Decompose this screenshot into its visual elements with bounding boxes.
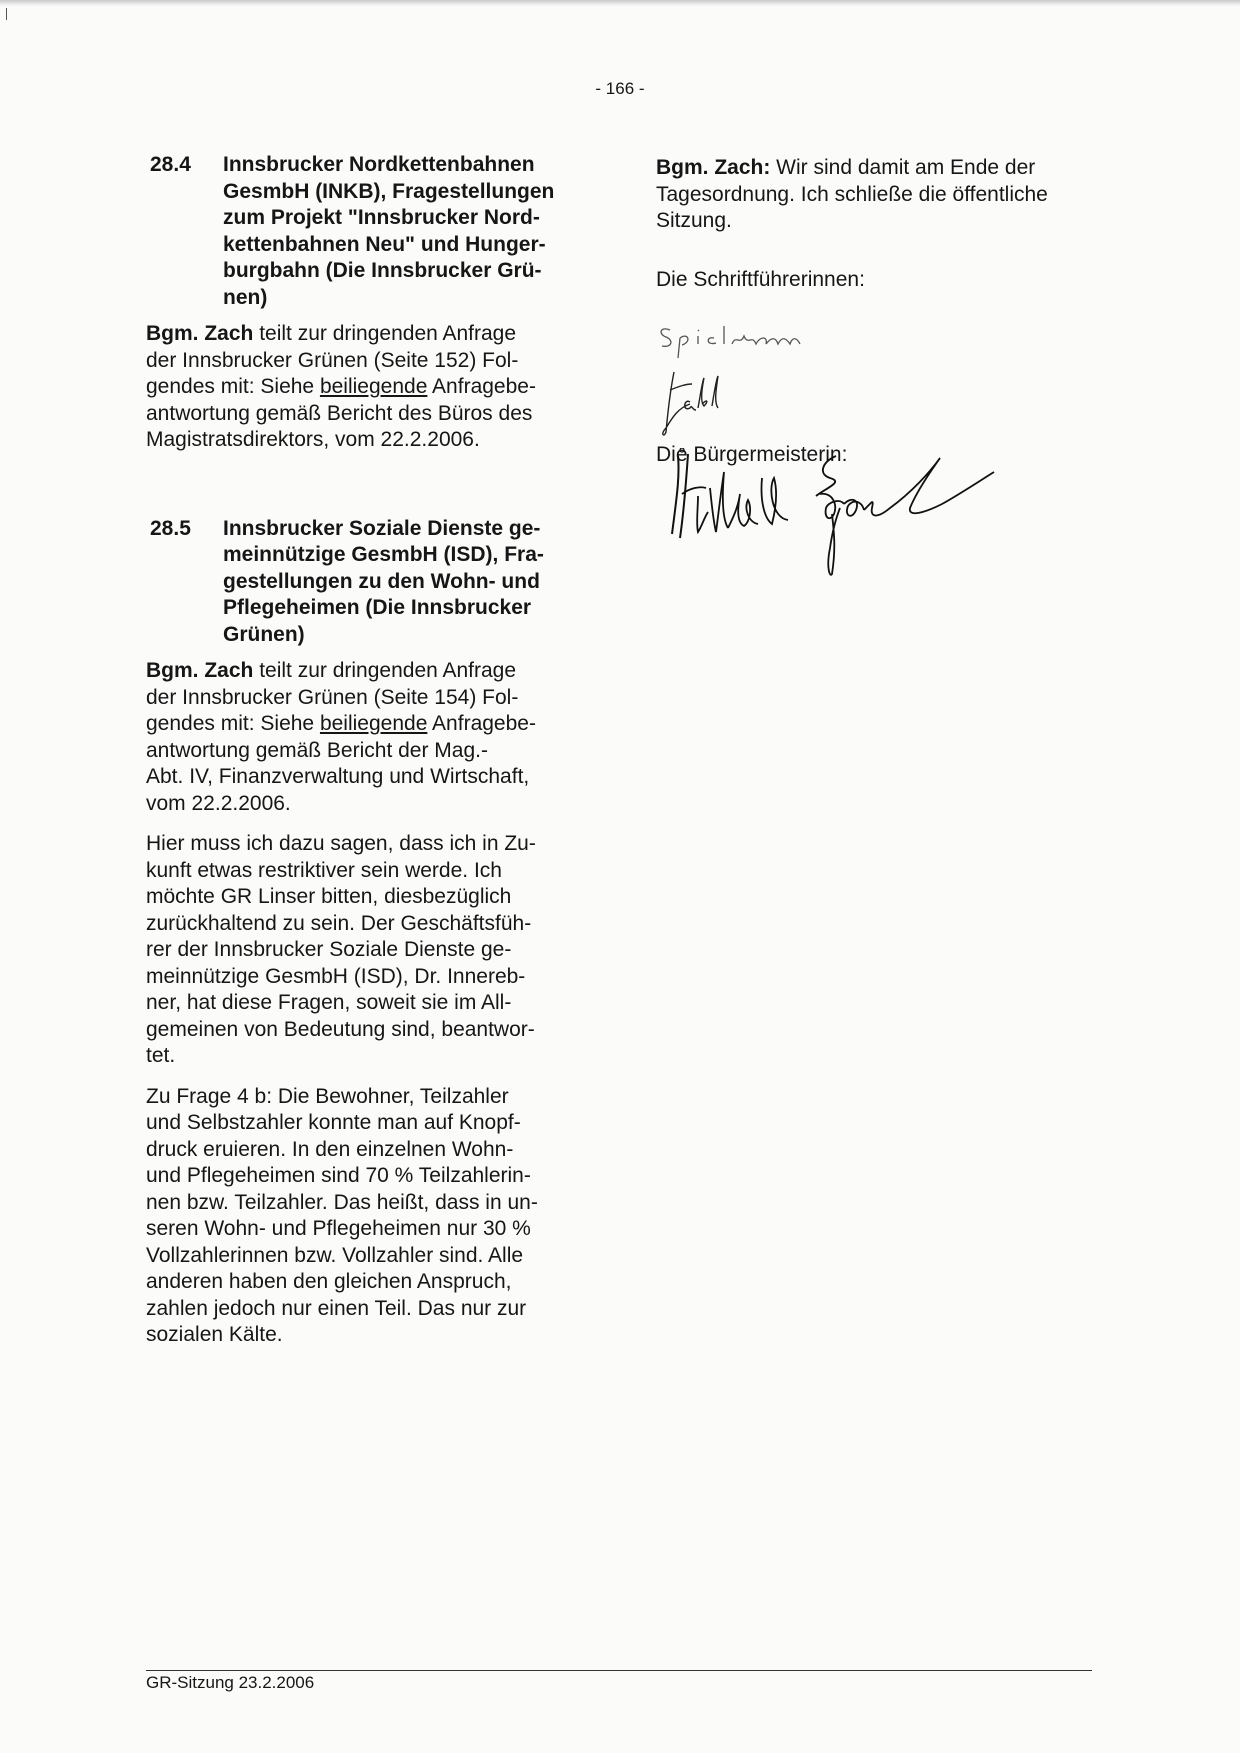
text-span: Wir sind damit am Ende der [770,156,1036,179]
text-line: kunft etwas restriktiver sein werde. Ich [146,858,502,882]
section-heading-28-5 [150,516,586,649]
title-line: Innsbrucker Soziale Dienste ge- [223,516,541,540]
footer-rule [146,1670,1092,1671]
scan-margin-mark [6,8,7,20]
section-heading-28-4 [150,152,586,311]
attachment-reference: beiliegende [319,712,428,735]
text-line: anderen haben den gleichen Anspruch, [146,1270,512,1293]
text-span: teilt zur dringenden Anfrage [253,659,517,682]
text-line: Zu Frage 4 b: Die Bewohner, Teilzahler [146,1084,509,1108]
text-line: antwortung gemäß Bericht des Büros des [146,401,533,425]
text-line: und Pflegeheimen sind 70 % Teilzahlerin- [146,1164,531,1187]
section-title [223,516,586,649]
title-line: gestellungen zu den Wohn- und [223,569,540,593]
attachment-reference: beiliegende [319,375,428,398]
text-line [146,711,586,738]
text-line: möchte GR Linser bitten, diesbezüglich [146,885,512,908]
text-line: und Selbstzahler konnte man auf Knopf- [146,1111,521,1134]
left-column [146,152,586,1349]
title-line: zum Projekt "Innsbrucker Nord- [223,206,540,229]
text-line: sozialen Kälte. [146,1323,283,1346]
text-line: zurückhaltend zu sein. Der Geschäftsfüh- [146,911,532,935]
title-line: GesmbH (INKB), Fragestellungen [223,179,555,203]
scan-top-edge [0,0,1240,7]
speaker-name: Bgm. Zach [146,322,254,345]
recorders-label: Die Schriftführerinnen: [656,267,865,291]
text-line [146,374,586,401]
section-spacer [146,454,586,516]
section-number: 28.4 [150,153,191,176]
section-title [223,152,586,311]
text-span: gendes mit: Siehe [146,375,320,398]
text-line: Tagesordnung. Ich schließe die öffentliche [656,182,1048,206]
text-line: tet. [146,1044,176,1067]
text-line: ner, hat diese Fragen, soweit sie im All- [146,991,512,1014]
text-line: gemeinen von Bedeutung sind, beantwor- [146,1017,535,1041]
text-line: rer der Innsbrucker Soziale Dienste ge- [146,938,512,961]
title-line: Grünen) [223,622,305,646]
text-line: Hier muss ich dazu sagen, dass ich in Zu- [146,832,536,855]
title-line: nen) [223,285,268,309]
text-line: der Innsbrucker Grünen (Seite 152) Fol- [146,348,519,372]
question-4b-paragraph [146,1084,586,1349]
signature-hilde-zach [668,448,1008,588]
text-line: Vollzahlerinnen bzw. Vollzahler sind. Alle [146,1243,524,1267]
right-column [656,155,1116,293]
text-span: teilt zur dringenden Anfrage [253,322,517,345]
text-line: Abt. IV, Finanzverwaltung und Wirtschaft, [146,765,530,788]
section-number: 28.5 [150,516,191,540]
text-line: meinnützige GesmbH (ISD), Dr. Innereb- [146,964,526,988]
signature-spielmann [656,318,856,358]
text-line: druck eruieren. In den einzelnen Wohn- [146,1137,514,1161]
text-line [146,321,586,348]
title-line: burgbahn (Die Innsbrucker Grü- [223,259,542,282]
text-line [656,155,1116,182]
text-line: seren Wohn- und Pflegeheimen nur 30 % [146,1217,531,1240]
text-line: zahlen jedoch nur einen Teil. Das nur zur [146,1296,527,1320]
section-28-5-answer [146,658,586,817]
title-line: meinnützige GesmbH (ISD), Fra- [223,543,544,566]
section-28-4-answer [146,321,586,454]
page-number: - 166 - [595,79,645,98]
footer-meeting-date: GR-Sitzung 23.2.2006 [146,1673,315,1692]
text-line: nen bzw. Teilzahler. Das heißt, dass in un- [146,1190,538,1214]
text-line [146,658,586,685]
text-span: gendes mit: Siehe [146,712,320,735]
text-span: Anfragebe- [427,375,536,398]
mayor-label: Die Bürgermeisterin: [656,443,848,466]
title-line: Innsbrucker Nordkettenbahnen [223,153,535,176]
text-line: Magistratsdirektors, vom 22.2.2006. [146,428,480,451]
signature-fahl [660,368,740,440]
text-line: der Innsbrucker Grünen (Seite 154) Fol- [146,685,519,709]
text-line: Sitzung. [656,209,732,232]
speaker-name: Bgm. Zach [146,659,254,682]
title-line: Pflegeheimen (Die Innsbrucker [223,596,532,619]
title-line: kettenbahnen Neu" und Hunger- [223,232,546,256]
text-line: antwortung gemäß Bericht der Mag.- [146,738,488,762]
text-line: vom 22.2.2006. [146,791,291,815]
text-span: Anfragebe- [427,712,536,735]
speaker-name: Bgm. Zach: [656,156,771,179]
restriction-paragraph [146,831,586,1070]
